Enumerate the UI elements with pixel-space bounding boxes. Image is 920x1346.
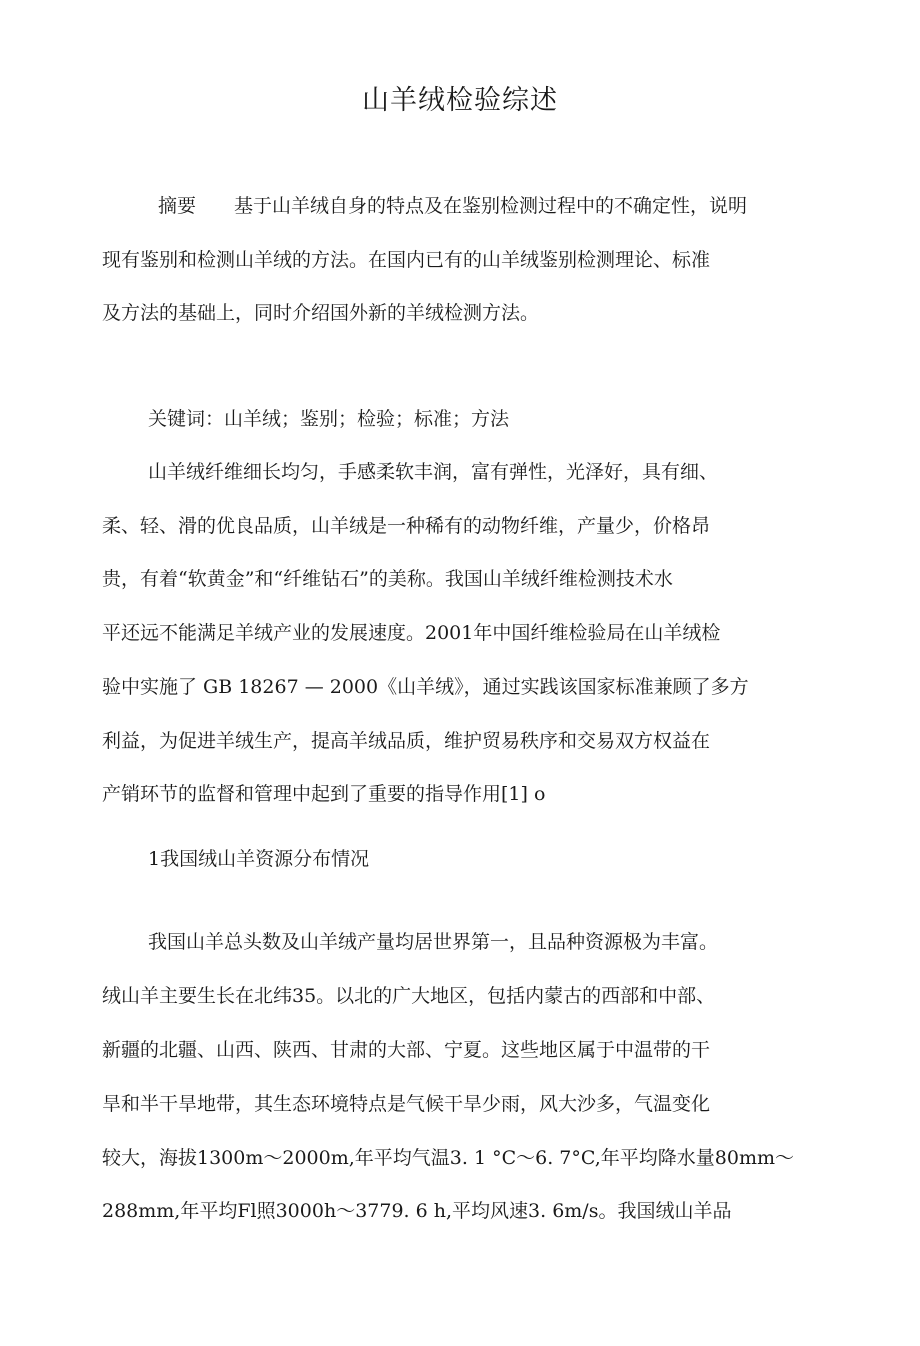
section1-line-1: 我国山羊总头数及山羊绒产量均居世界第一，且品种资源极为丰富。: [148, 931, 719, 953]
abstract-line-3: 及方法的基础上，同时介绍国外新的羊绒检测方法。: [102, 302, 540, 324]
intro-line-6: 利益，为促进羊绒生产，提高羊绒品质，维护贸易秩序和交易双方权益在: [102, 730, 711, 752]
document-title: 山羊绒检验综述: [362, 85, 558, 116]
intro-line-4: 平还远不能满足羊绒产业的发展速度。2001年中国纤维检验局在山羊绒检: [102, 622, 721, 644]
intro-line-2: 柔、轻、滑的优良品质，山羊绒是一种稀有的动物纤维，产量少，价格昂: [102, 515, 711, 537]
intro-line-5: 验中实施了 GB 18267 — 2000《山羊绒》，通过实践该国家标准兼顾了多方: [102, 676, 749, 698]
abstract-line-2: 现有鉴别和检测山羊绒的方法。在国内已有的山羊绒鉴别检测理论、标准: [102, 249, 711, 271]
section-heading: 1我国绒山羊资源分布情况: [148, 848, 370, 870]
section1-line-3: 新疆的北疆、山西、陕西、甘肃的大部、宁夏。这些地区属于中温带的干: [102, 1039, 711, 1061]
abstract-label: 摘要: [158, 195, 197, 217]
section1-line-5: 较大，海拔1300m〜2000m,年平均气温3. 1 °C〜6. 7°C,年平均降水量80mm〜: [102, 1147, 794, 1169]
section1-line-2: 绒山羊主要生长在北纬35。以北的广大地区，包括内蒙古的西部和中部、: [102, 985, 716, 1007]
keywords: 关键词：山羊绒；鉴别；检验；标准；方法: [148, 408, 510, 430]
abstract-first-line: [158, 192, 747, 220]
abstract-line-1: 基于山羊绒自身的特点及在鉴别检测过程中的不确定性，说明: [234, 195, 748, 217]
section1-line-6: 288mm,年平均Fl照3000h〜3779. 6 h,平均风速3. 6m/s。我国绒山羊品: [102, 1200, 732, 1222]
intro-line-3: 贵，有着“软黄金”和“纤维钻石”的美称。我国山羊绒纤维检测技术水: [102, 568, 673, 590]
intro-line-1: 山羊绒纤维细长均匀，手感柔软丰润，富有弹性，光泽好，具有细、: [148, 461, 719, 483]
section1-line-4: 旱和半干旱地带，其生态环境特点是气候干旱少雨，风大沙多，气温变化: [102, 1093, 711, 1115]
intro-line-7: 产销环节的监督和管理中起到了重要的指导作用[1] o: [102, 783, 546, 805]
